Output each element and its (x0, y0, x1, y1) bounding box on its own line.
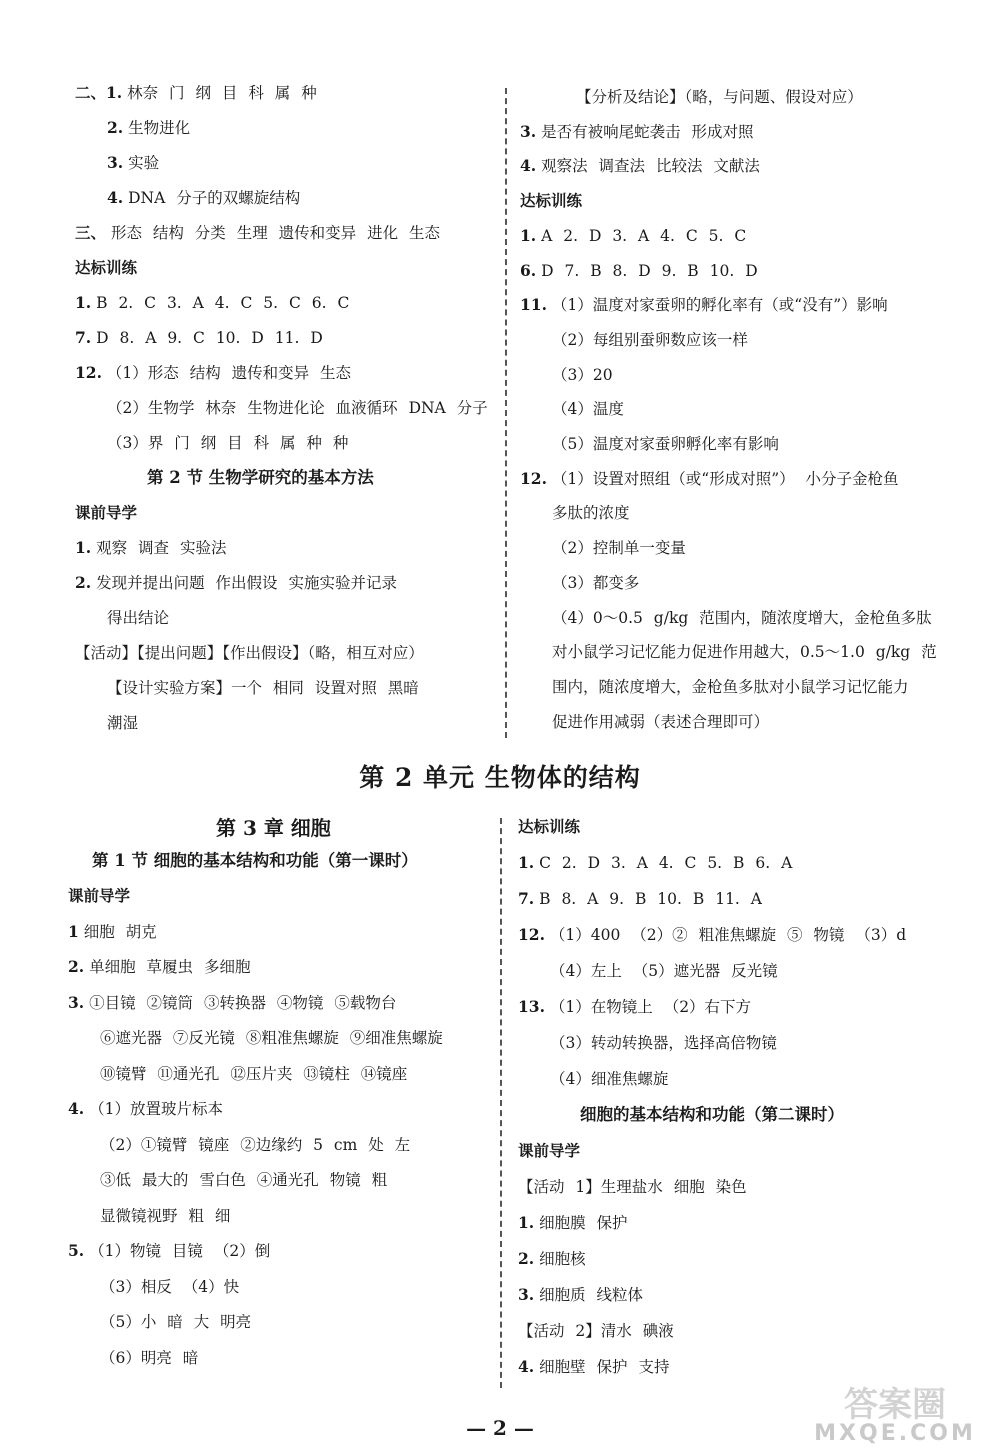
line-text: （2）①镜臂 镜座 ②边缘约 5 cm 处 左 (100, 1135, 411, 1154)
line-prefix: 1 (68, 921, 79, 941)
line-text: （3）都变多 (552, 573, 640, 592)
answer-line (68, 956, 250, 978)
line-prefix: 2. (75, 573, 92, 592)
line-text: （1）物镜 目镜 （2）倒 (89, 1242, 271, 1260)
answer-line (100, 1311, 251, 1333)
line-prefix: 达标训练 (75, 258, 138, 277)
line-text: 潮湿 (107, 714, 139, 732)
line-prefix: 3. (107, 153, 124, 172)
line-prefix: 11. (520, 295, 547, 315)
answer-line (75, 362, 351, 384)
line-prefix: 4. (107, 188, 124, 207)
answer-line (107, 712, 138, 734)
answer-line (107, 607, 169, 629)
line-text: （1）设置对照组（或“形成对照”） 小分子金枪鱼 (551, 469, 899, 488)
answer-line (552, 572, 639, 594)
answer-line (550, 960, 778, 982)
answer-line (107, 677, 419, 699)
answer-line (552, 676, 909, 698)
answer-line (520, 155, 760, 177)
line-prefix: 达标训练 (518, 817, 581, 836)
line-prefix: 12. (75, 363, 102, 382)
line-text: 形态 结构 分类 生理 遗传和变异 进化 生态 (110, 224, 441, 242)
answer-line (552, 641, 937, 663)
line-prefix: 3. (520, 121, 537, 141)
line-text: 发现并提出问题 作出假设 实施实验并记录 (96, 574, 397, 592)
line-text: （4）0～0.5 g/kg 范围内，随浓度增大，金枪鱼多肽 (552, 608, 932, 627)
top-right-column (520, 86, 980, 756)
line-text: C 2. D 3. A 4. C 5. B 6. A (539, 854, 793, 872)
line-text: ⑩镜臂 ⑪通光孔 ⑫压片夹 ⑬镜柱 ⑭镜座 (100, 1064, 408, 1083)
answer-line (552, 329, 748, 351)
line-text: （3）相反 （4）快 (100, 1277, 240, 1296)
line-prefix: 5. (68, 1241, 85, 1260)
top-column-divider (505, 88, 507, 738)
unit-title: 第 2 单元 生物体的结构 (359, 763, 641, 792)
line-text: 显微镜视野 粗 细 (100, 1206, 231, 1225)
line-text: 【活动 2】清水 碘液 (518, 1322, 674, 1340)
line-prefix: 3. (68, 992, 85, 1012)
line-prefix: 1. (520, 225, 537, 245)
line-prefix: 达标训练 (520, 191, 583, 211)
answer-line (518, 1248, 586, 1270)
line-text: 细胞质 线粒体 (539, 1286, 644, 1304)
answer-line (100, 1134, 410, 1156)
line-text: B 8. A 9. B 10. B 11. A (539, 890, 762, 908)
answer-line (552, 398, 624, 420)
answer-line (100, 1205, 230, 1227)
line-text: DNA 分子的双螺旋结构 (128, 189, 301, 207)
answer-line (552, 364, 613, 386)
answer-line (518, 852, 792, 874)
answer-line (580, 1104, 844, 1126)
line-text: 【分析及结论】（略，与问题、假设对应） (576, 88, 863, 106)
answer-line (75, 257, 137, 279)
line-text: 是否有被响尾蛇袭击 形成对照 (541, 122, 754, 141)
line-text: 细胞核 (539, 1250, 586, 1268)
line-text: 细胞 胡克 (83, 922, 157, 941)
line-prefix: 4. (68, 1099, 85, 1118)
line-text: （1）放置玻片标本 (89, 1100, 223, 1118)
line-prefix: 1. (75, 538, 92, 557)
answer-line (520, 190, 582, 212)
line-prefix: 课前导学 (68, 886, 131, 905)
line-text: （4）温度 (552, 400, 624, 419)
line-prefix: 2. (107, 118, 124, 137)
answer-line (68, 921, 157, 943)
answer-line (520, 121, 754, 143)
answer-line (100, 1027, 443, 1049)
answer-line (147, 467, 374, 489)
line-prefix: 2. (518, 1249, 535, 1268)
line-text: （3）转动转换器，选择高倍物镜 (550, 1034, 777, 1052)
line-text: A 2. D 3. A 4. C 5. C (541, 226, 747, 245)
line-prefix: 6. (520, 260, 537, 280)
line-text: D 7. B 8. D 9. B 10. D (541, 261, 758, 280)
answer-line (518, 1176, 747, 1198)
answer-line (107, 187, 300, 209)
answer-line (216, 814, 331, 842)
answer-line (518, 1212, 628, 1234)
answer-line (107, 432, 348, 454)
answer-line (75, 502, 137, 524)
line-prefix: 12. (518, 925, 545, 944)
line-text: D 8. A 9. C 10. D 11. D (96, 329, 323, 347)
line-prefix: 课前导学 (75, 503, 138, 522)
answer-line (92, 850, 418, 872)
answer-line (518, 996, 751, 1018)
line-prefix: 第 2 节 生物学研究的基本方法 (147, 468, 374, 487)
answer-line (518, 1320, 674, 1342)
page-number: — 2 — (466, 1416, 534, 1440)
line-text: 观察法 调查法 比较法 文献法 (541, 157, 760, 176)
line-text: （6）明亮 暗 (100, 1348, 199, 1367)
answer-line (107, 117, 190, 139)
line-text: （3）界 门 纲 目 科 属 种 种 (107, 434, 349, 452)
answer-line (75, 537, 226, 559)
answer-line (100, 1276, 239, 1298)
line-prefix: 7. (75, 328, 92, 347)
answer-line (100, 1063, 407, 1085)
answer-line (518, 888, 762, 910)
line-prefix: 1. (518, 853, 535, 872)
answer-line (520, 468, 899, 490)
line-text: （1）400 （2）② 粗准焦螺旋 ⑤ 物镜 （3）d (549, 926, 907, 944)
line-text: （1）温度对家蚕卵的孵化率有（或“没有”）影响 (551, 296, 888, 315)
line-prefix: 13. (518, 997, 545, 1016)
line-text: 多肽的浓度 (552, 504, 630, 523)
answer-line (550, 1068, 668, 1090)
line-prefix: 1. (518, 1213, 535, 1232)
line-text: （5）小 暗 大 明亮 (100, 1313, 252, 1331)
answer-line (75, 572, 397, 594)
line-text: 生物进化 (128, 119, 191, 137)
answer-line (518, 1284, 643, 1306)
line-prefix: 3. (518, 1285, 535, 1304)
line-prefix: 课前导学 (518, 1141, 581, 1160)
line-text: 细胞壁 保护 支持 (539, 1358, 670, 1376)
line-text: 观察 调查 实验法 (96, 539, 227, 557)
line-text: 实验 (128, 154, 160, 172)
answer-line (518, 924, 906, 946)
answer-line (520, 294, 888, 316)
answer-line (520, 260, 758, 282)
line-prefix: 2. (68, 957, 85, 976)
answer-line (550, 1032, 777, 1054)
answer-line (75, 642, 424, 664)
answer-line (100, 1169, 387, 1191)
answer-line (552, 711, 769, 733)
line-text: （5）温度对家蚕卵孵化率有影响 (552, 435, 779, 453)
answer-line (520, 225, 746, 247)
answer-line (552, 433, 779, 455)
answer-line (518, 1356, 669, 1378)
answer-line (68, 885, 130, 907)
line-prefix: 二、1. (75, 83, 123, 102)
answer-line (107, 152, 159, 174)
line-text: 【设计实验方案】一个 相同 设置对照 黑暗 (107, 679, 419, 697)
line-prefix: 第 1 节 细胞的基本结构和功能（第一课时） (92, 850, 418, 870)
top-left-column (75, 82, 495, 752)
answer-line (68, 1098, 223, 1120)
line-text: 围内，随浓度增大，金枪鱼多肽对小鼠学习记忆能力 (552, 677, 909, 696)
answer-line (68, 992, 396, 1014)
line-text: ⑥遮光器 ⑦反光镜 ⑧粗准焦螺旋 ⑨细准焦螺旋 (100, 1029, 443, 1047)
line-text: 对小鼠学习记忆能力促进作用越大，0.5～1.0 g/kg 范 (552, 643, 937, 662)
line-text: 细胞膜 保护 (539, 1214, 628, 1232)
watermark (800, 1385, 990, 1447)
line-text: （1）在物镜上 （2）右下方 (549, 998, 752, 1016)
line-text: 【活动 1】生理盐水 细胞 染色 (518, 1178, 747, 1196)
answer-line (75, 292, 349, 314)
line-text: 单细胞 草履虫 多细胞 (89, 958, 251, 976)
line-prefix: 第 3 章 细胞 (216, 816, 331, 840)
line-prefix: 12. (520, 468, 547, 488)
line-text: （4）左上 （5）遮光器 反光镜 (550, 962, 778, 980)
answer-line (518, 1140, 580, 1162)
line-prefix: 1. (75, 293, 92, 312)
answer-line (68, 1240, 270, 1262)
line-text: （2）控制单一变量 (552, 539, 686, 558)
answer-line (576, 86, 863, 108)
line-text: B 2. C 3. A 4. C 5. C 6. C (96, 294, 350, 312)
answer-line (552, 502, 630, 524)
answer-line (552, 607, 932, 629)
line-text: （1）形态 结构 遗传和变异 生态 (106, 364, 352, 382)
answer-line (552, 537, 686, 559)
bottom-right-column (518, 816, 978, 1406)
line-text: 得出结论 (107, 609, 170, 627)
bottom-left-column (68, 814, 488, 1404)
line-text: 林奈 门 纲 目 科 属 种 (127, 84, 317, 102)
line-prefix: 细胞的基本结构和功能（第二课时） (580, 1105, 844, 1124)
answer-line (518, 816, 580, 838)
line-prefix: 4. (520, 156, 537, 176)
line-text: 【活动】【提出问题】【作出假设】（略，相互对应） (75, 644, 424, 662)
bottom-column-divider (500, 818, 502, 1388)
line-text: （4）细准焦螺旋 (550, 1070, 669, 1088)
answer-line (107, 397, 488, 419)
line-text: （2）生物学 林奈 生物进化论 血液循环 DNA 分子 (107, 399, 488, 417)
watermark-site: MXQE.COM (814, 1421, 976, 1446)
line-prefix: 4. (518, 1357, 535, 1376)
line-text: ③低 最大的 雪白色 ④通光孔 物镜 粗 (100, 1171, 388, 1189)
line-text: （2）每组别蚕卵数应该一样 (552, 330, 748, 349)
line-text: ①目镜 ②镜筒 ③转换器 ④物镜 ⑤载物台 (89, 993, 397, 1012)
watermark-logo: 答案圈 (844, 1385, 946, 1425)
answer-line (75, 327, 323, 349)
line-prefix: 7. (518, 889, 535, 908)
answer-line (100, 1347, 198, 1369)
line-prefix: 三、 (75, 223, 107, 242)
line-text: 促进作用减弱（表述合理即可） (552, 712, 770, 731)
answer-line (75, 222, 440, 244)
answer-line (75, 82, 317, 104)
line-text: （3）20 (552, 365, 613, 384)
